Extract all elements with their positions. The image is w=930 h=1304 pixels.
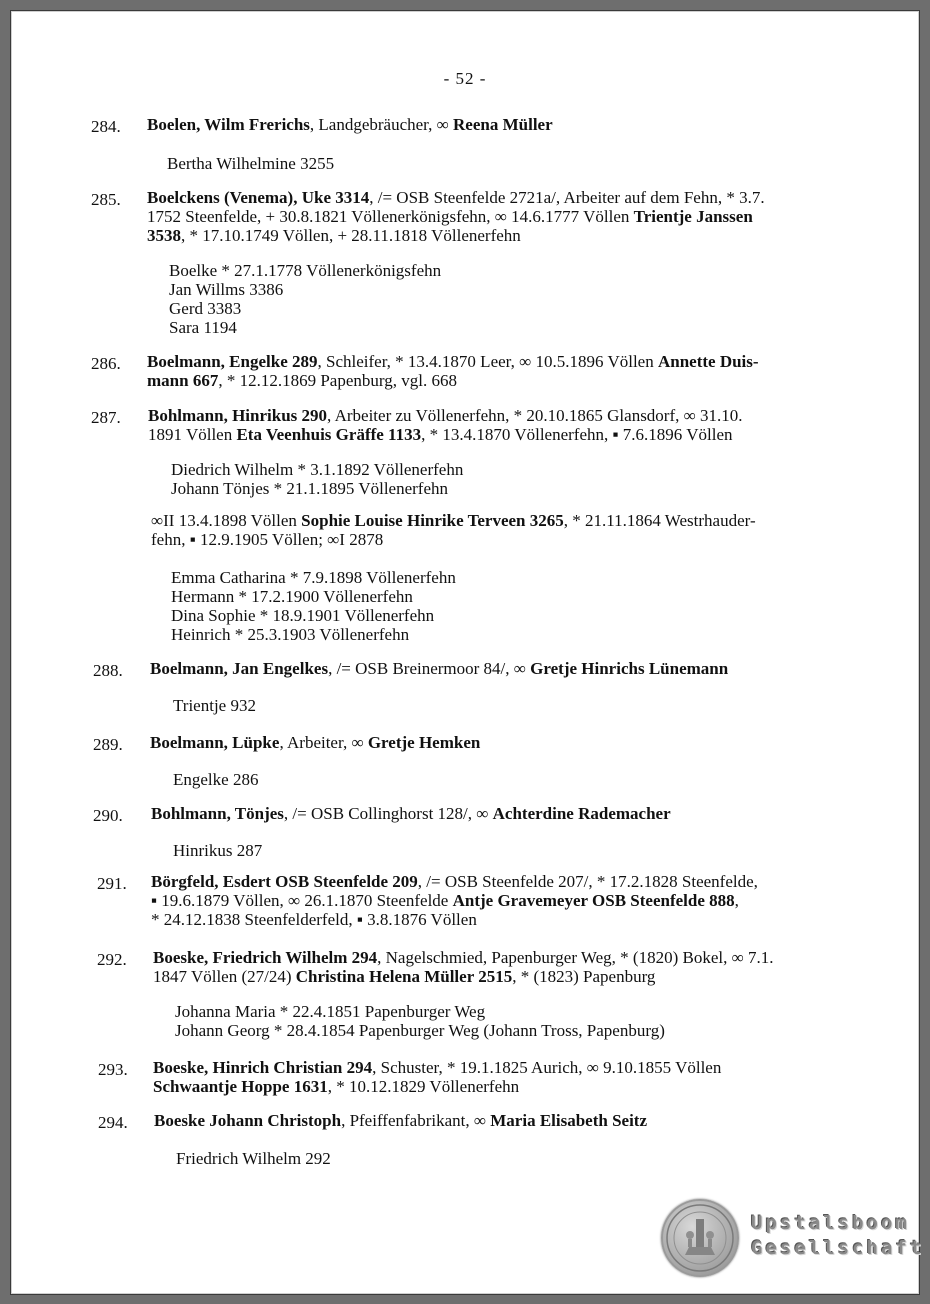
child-name: Emma Catharina * 7.9.1898 Völlenerfehn [171, 568, 456, 587]
child-name: Johann Tönjes * 21.1.1895 Völlenerfehn [171, 479, 448, 498]
entry-text-line: 1752 Steenfelde, + 30.8.1821 Völlenerkönigsfehn, ∞ 14.6.1777 Völlen Trientje Janssen [147, 207, 753, 226]
entry-number: 292. [97, 950, 127, 969]
child-name: Diedrich Wilhelm * 3.1.1892 Völlenerfehn [171, 460, 464, 479]
entry-text-line: Boelmann, Engelke 289, Schleifer, * 13.4.1870 Leer, ∞ 10.5.1896 Völlen Annette Duis- [147, 352, 759, 371]
entry-number: 284. [91, 117, 121, 136]
entry-number: 291. [97, 874, 127, 893]
child-name: Bertha Wilhelmine 3255 [167, 154, 335, 173]
entry-number: 289. [93, 735, 123, 754]
child-name: Boelke * 27.1.1778 Völlenerkönigsfehn [169, 261, 442, 280]
entry-text-line: Boeske Johann Christoph, Pfeiffenfabrikant, ∞ Maria Elisabeth Seitz [154, 1111, 648, 1130]
society-name-line1: Upstalsboom [751, 1212, 910, 1234]
entry-text-line: 3538, * 17.10.1749 Völlen, + 28.11.1818 Völlenerfehn [147, 226, 521, 245]
child-name: Hinrikus 287 [173, 841, 263, 860]
entry-text-line: Börgfeld, Esdert OSB Steenfelde 209, /= OSB Steenfelde 207/, * 17.2.1828 Steenfelde, [151, 872, 758, 891]
society-name [751, 1211, 924, 1261]
entry-text-line: 1891 Völlen Eta Veenhuis Gräffe 1133, * 13.4.1870 Völlenerfehn, ▪ 7.6.1896 Völlen [148, 425, 733, 444]
child-name: Engelke 286 [173, 770, 259, 789]
child-name: Friedrich Wilhelm 292 [176, 1149, 331, 1168]
child-name: Johann Georg * 28.4.1854 Papenburger Weg (Johann Tross, Papenburg) [175, 1021, 665, 1040]
child-name: Trientje 932 [173, 696, 256, 715]
child-name: Gerd 3383 [169, 299, 242, 318]
entry-text-line: ▪ 19.6.1879 Völlen, ∞ 26.1.1870 Steenfelde Antje Gravemeyer OSB Steenfelde 888, [151, 891, 739, 910]
entry-text-line: Boeske, Friedrich Wilhelm 294, Nagelschmied, Papenburger Weg, * (1820) Bokel, ∞ 7.1. [153, 948, 774, 967]
child-name: Johanna Maria * 22.4.1851 Papenburger Weg [175, 1002, 486, 1021]
entry-text-line: Boelen, Wilm Frerichs, Landgebräucher, ∞ Reena Müller [147, 115, 553, 134]
entry-number: 293. [98, 1060, 128, 1079]
entry-number: 290. [93, 806, 123, 825]
entry-number: 287. [91, 408, 121, 427]
entry-text-line: Schwaantje Hoppe 1631, * 10.12.1829 Völlenerfehn [153, 1077, 520, 1096]
entry-text-line: * 24.12.1838 Steenfelderfeld, ▪ 3.8.1876 Völlen [151, 910, 477, 929]
page-number: - 52 - [443, 69, 487, 88]
entry-text-line: Bohlmann, Tönjes, /= OSB Collinghorst 128/, ∞ Achterdine Rademacher [151, 804, 671, 823]
entry-number: 288. [93, 661, 123, 680]
second-marriage-line: ∞II 13.4.1898 Völlen Sophie Louise Hinrike Terveen 3265, * 21.11.1864 Westrhauder- [151, 511, 756, 530]
entry-text-line: Boelckens (Venema), Uke 3314, /= OSB Steenfelde 2721a/, Arbeiter auf dem Fehn, * 3.7. [147, 188, 765, 207]
society-name-line2: Gesellschaft [751, 1237, 925, 1259]
child-name: Sara 1194 [169, 318, 237, 337]
page-frame [10, 10, 925, 1295]
child-name: Heinrich * 25.3.1903 Völlenerfehn [171, 625, 410, 644]
entry-number: 285. [91, 190, 121, 209]
entry-text-line: 1847 Völlen (27/24) Christina Helena Müller 2515, * (1823) Papenburg [153, 967, 656, 986]
entry-number: 286. [91, 354, 121, 373]
child-name: Hermann * 17.2.1900 Völlenerfehn [171, 587, 413, 606]
child-name: Jan Willms 3386 [169, 280, 284, 299]
child-name: Dina Sophie * 18.9.1901 Völlenerfehn [171, 606, 435, 625]
society-seal-icon [661, 1199, 739, 1277]
document-page [11, 11, 925, 1294]
entry-text-line: Boelmann, Lüpke, Arbeiter, ∞ Gretje Hemken [150, 733, 481, 752]
entry-text-line: Bohlmann, Hinrikus 290, Arbeiter zu Völlenerfehn, * 20.10.1865 Glansdorf, ∞ 31.10. [148, 406, 743, 425]
entry-text-line: Boelmann, Jan Engelkes, /= OSB Breinermoor 84/, ∞ Gretje Hinrichs Lünemann [150, 659, 729, 678]
entry-text-line: mann 667, * 12.12.1869 Papenburg, vgl. 668 [147, 371, 457, 390]
entry-number: 294. [98, 1113, 128, 1132]
second-marriage-line: fehn, ▪ 12.9.1905 Völlen; ∞I 2878 [151, 530, 384, 549]
entry-text-line: Boeske, Hinrich Christian 294, Schuster, * 19.1.1825 Aurich, ∞ 9.10.1855 Völlen [153, 1058, 722, 1077]
